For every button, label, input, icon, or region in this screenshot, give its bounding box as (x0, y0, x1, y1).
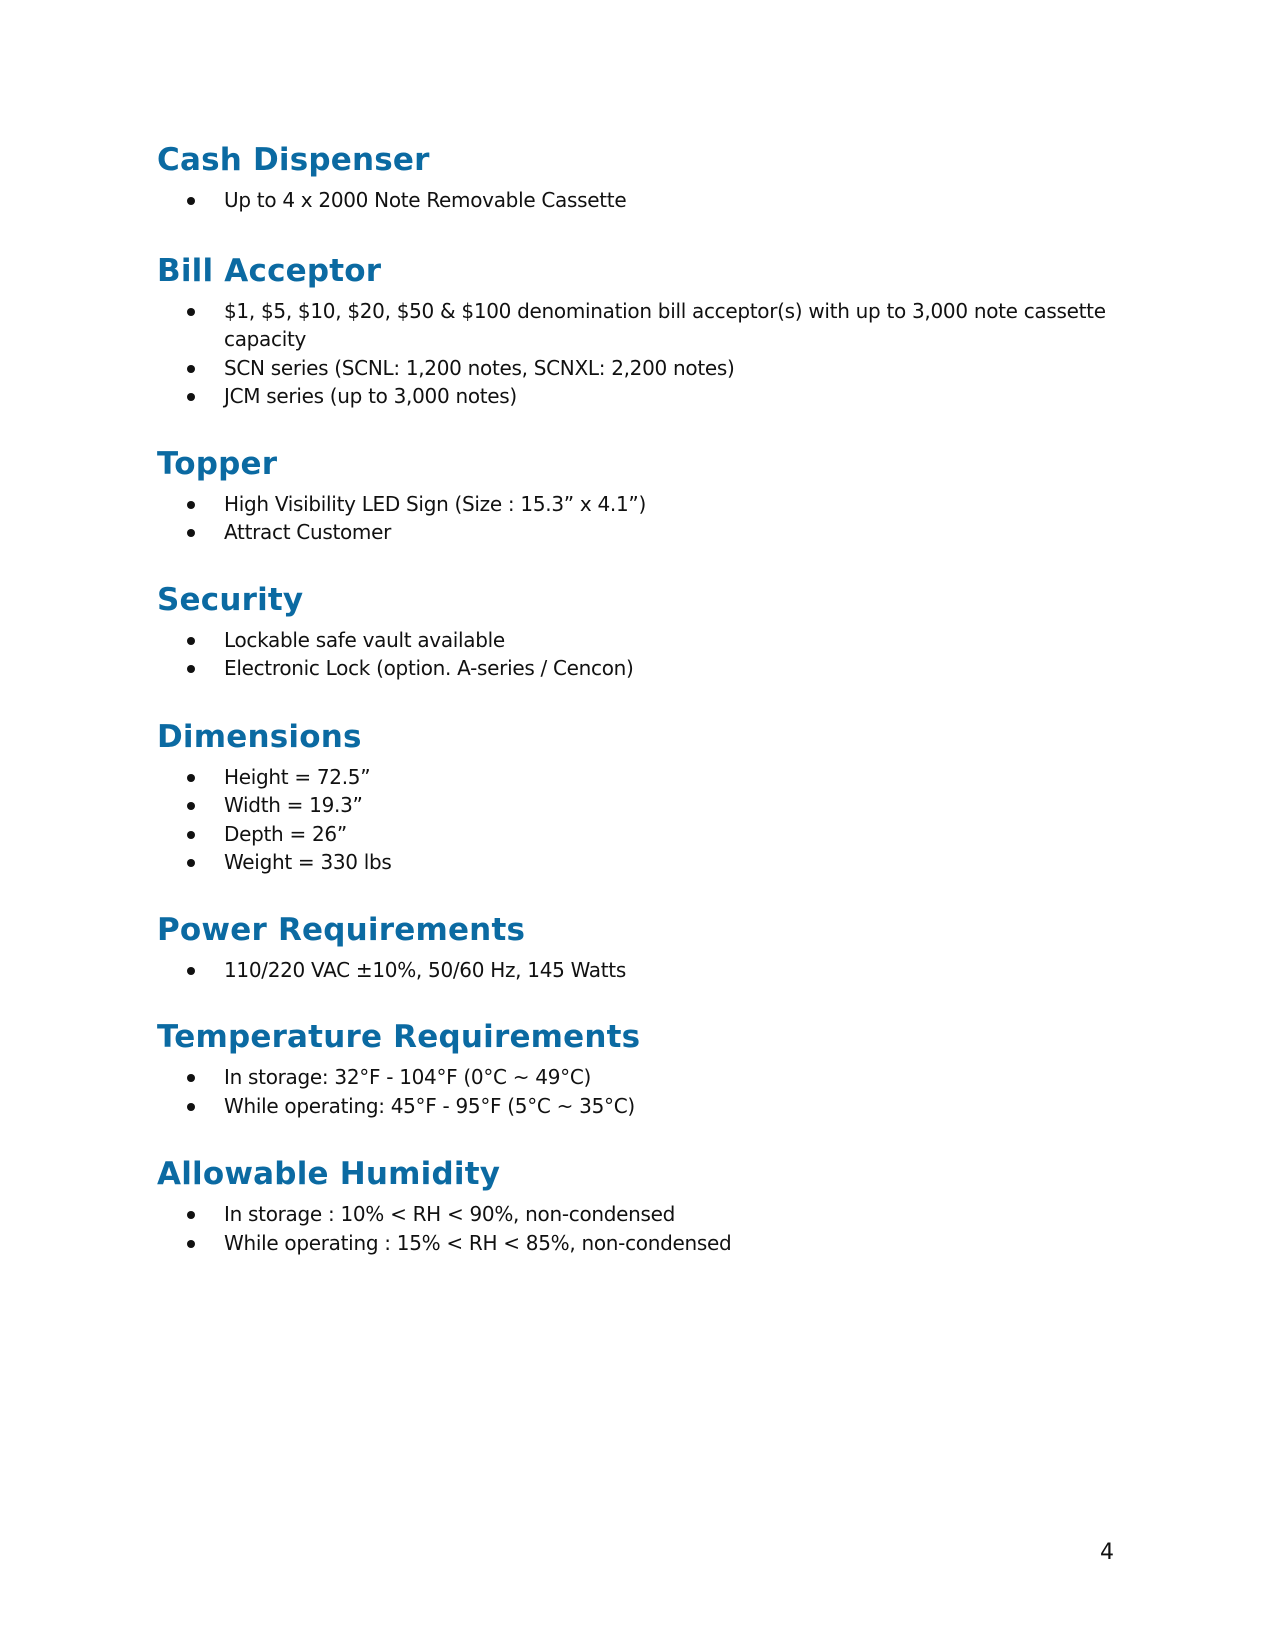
bullet-list (157, 956, 1117, 985)
list-item-text: Electronic Lock (option. A-series / Cencon) (224, 656, 634, 680)
section-allowable-humidity (157, 1154, 1117, 1257)
list-item (157, 820, 1117, 849)
document-content (157, 140, 1117, 1257)
list-item-text: High Visibility LED Sign (Size : 15.3” x 4.1”) (224, 491, 646, 516)
bullet-list (157, 763, 1117, 877)
bullet-icon (187, 365, 195, 373)
bullet-icon (187, 967, 195, 975)
section-heading: Cash Dispenser (157, 142, 430, 178)
bullet-list (157, 1063, 1117, 1120)
list-item (157, 382, 1117, 411)
section-heading: Allowable Humidity (157, 1156, 501, 1192)
list-item (157, 354, 1117, 383)
bullet-icon (187, 1074, 195, 1082)
bullet-list (157, 490, 1117, 547)
list-item (157, 1063, 1117, 1092)
section-heading: Dimensions (157, 718, 362, 755)
bullet-icon (187, 501, 195, 509)
list-item-text: Lockable safe vault available (224, 627, 505, 652)
bullet-icon (187, 197, 195, 205)
section-heading: Security (157, 581, 304, 618)
list-item (157, 626, 1117, 655)
list-item (157, 297, 1117, 354)
list-item (157, 848, 1117, 877)
list-item-text: Attract Customer (224, 520, 392, 544)
bullet-icon (187, 802, 195, 810)
section-power-requirements (157, 910, 1117, 985)
bullet-icon (187, 1103, 195, 1111)
list-item (157, 791, 1117, 820)
bullet-icon (187, 859, 195, 867)
section-heading: Temperature Requirements (157, 1019, 641, 1055)
list-item-text: While operating: 45°F - 95°F (5°C ~ 35°C) (224, 1093, 635, 1118)
list-item-text: SCN series (SCNL: 1,200 notes, SCNXL: 2,200 notes) (224, 355, 735, 380)
list-item-text: Depth = 26” (224, 821, 347, 846)
section-temperature-requirements (157, 1017, 1117, 1120)
bullet-list (157, 1200, 1117, 1257)
list-item (157, 518, 1117, 547)
bullet-list (157, 626, 1117, 683)
section-security (157, 580, 1117, 683)
list-item (157, 1229, 1117, 1258)
list-item-text: In storage : 10% < RH < 90%, non-condensed (224, 1202, 676, 1226)
bullet-list (157, 297, 1117, 411)
list-item (157, 186, 1117, 215)
bullet-icon (187, 1211, 195, 1219)
list-item-text: 110/220 VAC ±10%, 50/60 Hz, 145 Watts (224, 957, 626, 982)
section-cash-dispenser (157, 140, 1117, 215)
list-item (157, 1200, 1117, 1229)
section-topper (157, 444, 1117, 547)
section-heading: Power Requirements (157, 911, 526, 948)
section-heading: Topper (157, 445, 278, 482)
list-item-text: Up to 4 x 2000 Note Removable Cassette (224, 188, 627, 212)
list-item (157, 956, 1117, 985)
list-item-text: JCM series (up to 3,000 notes) (224, 384, 517, 408)
list-item-text: While operating : 15% < RH < 85%, non-condensed (224, 1230, 732, 1255)
list-item (157, 1092, 1117, 1121)
bullet-icon (187, 529, 195, 537)
bullet-icon (187, 1240, 195, 1248)
bullet-list (157, 186, 1117, 215)
list-item-text: Height = 72.5” (224, 764, 371, 789)
list-item-text: $1, $5, $10, $20, $50 & $100 denomination bill acceptor(s) with up to 3,000 note cassette capacity (224, 298, 1106, 351)
bullet-icon (187, 665, 195, 673)
page-number: 4 (1100, 1540, 1114, 1565)
list-item-text: Weight = 330 lbs (224, 850, 392, 874)
list-item-text: Width = 19.3” (224, 793, 363, 817)
list-item-text: In storage: 32°F - 104°F (0°C ~ 49°C) (224, 1065, 592, 1089)
section-heading: Bill Acceptor (157, 252, 382, 289)
list-item (157, 763, 1117, 792)
list-item (157, 490, 1117, 519)
bullet-icon (187, 637, 195, 645)
bullet-icon (187, 393, 195, 401)
bullet-icon (187, 774, 195, 782)
bullet-icon (187, 308, 195, 316)
bullet-icon (187, 831, 195, 839)
list-item (157, 654, 1117, 683)
section-bill-acceptor (157, 251, 1117, 411)
section-dimensions (157, 717, 1117, 877)
